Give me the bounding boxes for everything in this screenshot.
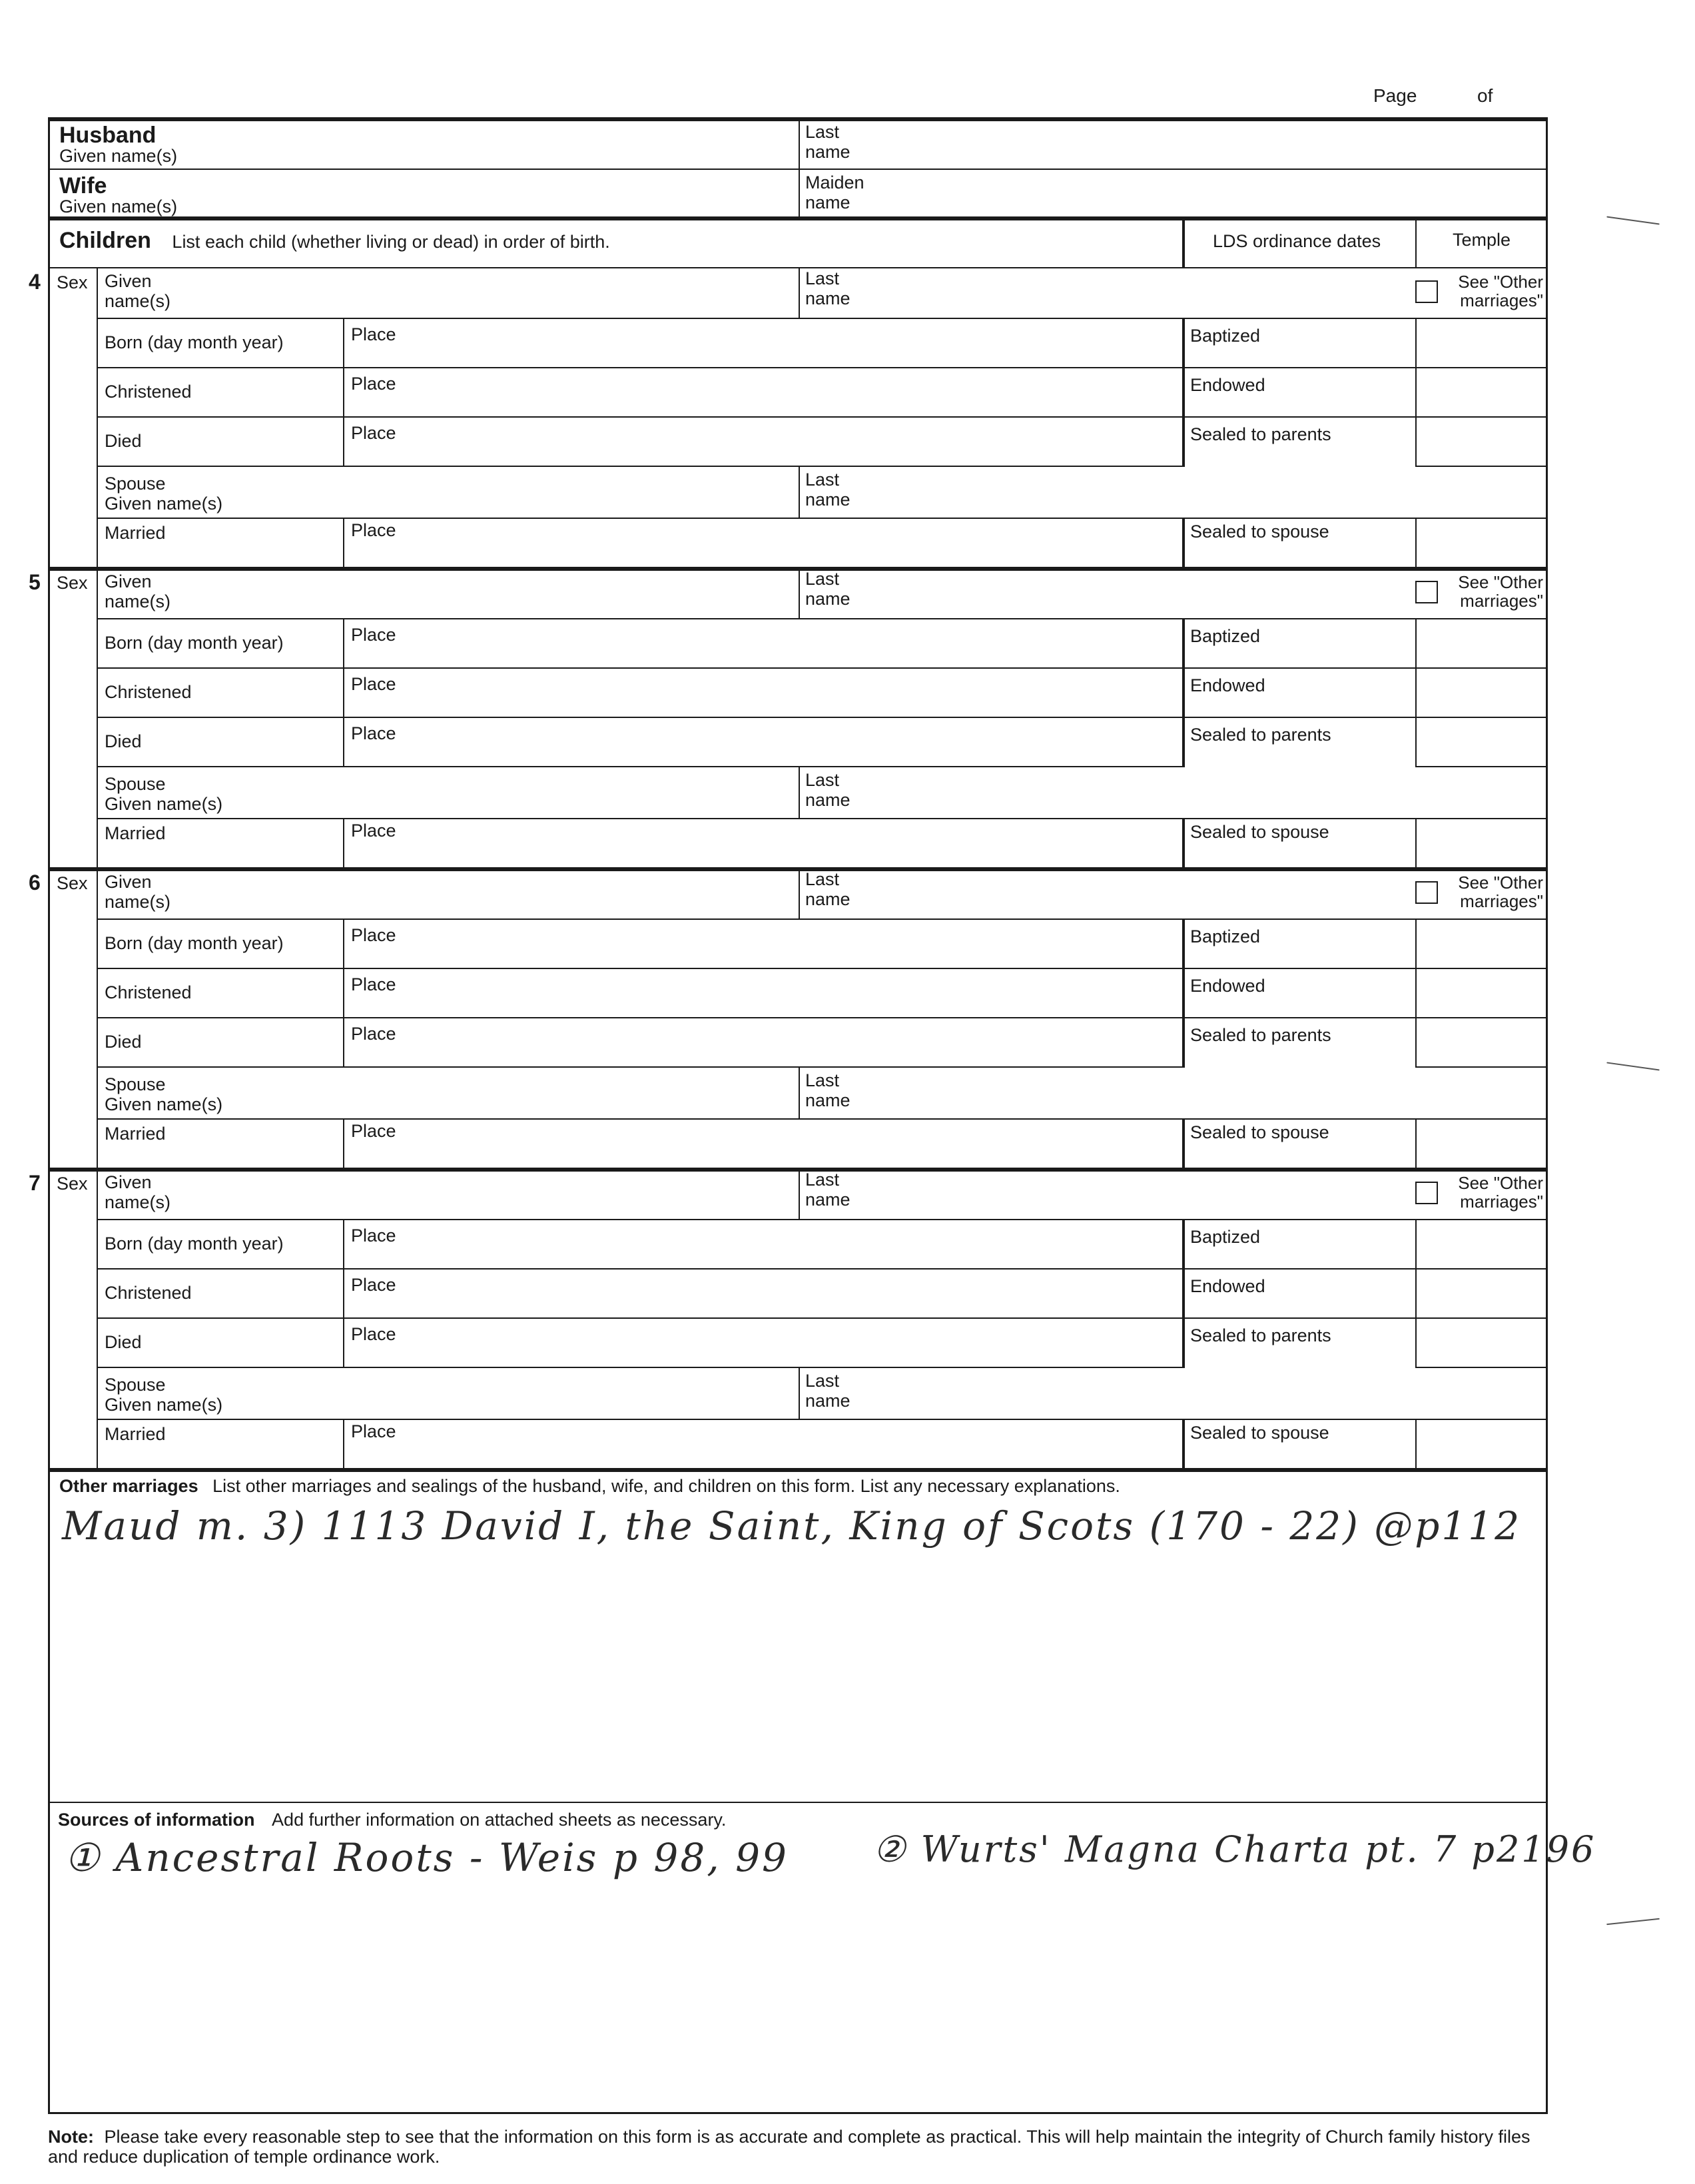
name-divider <box>799 569 800 618</box>
sex-column-divider <box>97 1170 98 1470</box>
row-divider <box>98 1219 1546 1220</box>
name-divider <box>799 869 800 918</box>
child-number: 4 <box>29 270 41 294</box>
sources-header <box>58 1810 726 1830</box>
row-divider <box>98 918 1546 920</box>
child-last-name-label[interactable]: Last name <box>805 1170 850 1210</box>
source-1-handwriting: ① Ancestral Roots - Weis p 98, 99 <box>65 1835 789 1880</box>
row-divider <box>98 1066 1185 1068</box>
source-2-handwriting: ② Wurts' Magna Charta pt. 7 p2196 <box>873 1828 1596 1870</box>
children-title: Children <box>59 228 151 253</box>
sources-title: Sources of information <box>58 1810 255 1830</box>
baptized-label[interactable]: Baptized <box>1190 626 1261 646</box>
married-place-label[interactable]: Place <box>351 821 396 841</box>
sex-label[interactable]: Sex <box>57 1174 88 1194</box>
place-divider <box>343 1219 344 1367</box>
row-divider <box>1415 1367 1546 1368</box>
other-marriages-checkbox[interactable] <box>1415 581 1438 603</box>
note-text: Please take every reasonable step to see that the information on this form is as accurate and complete as practical. This will help maintain the integrity of Church family history files and reduce duplication of temple ordinance work. <box>48 2127 1530 2167</box>
temple-divider <box>1415 1419 1417 1470</box>
wife-title: Wife <box>59 173 107 198</box>
sealed-to-spouse-label[interactable]: Sealed to spouse <box>1190 822 1329 842</box>
sex-label[interactable]: Sex <box>57 873 88 893</box>
lds-divider <box>1182 618 1185 766</box>
row-divider <box>98 618 1546 619</box>
temple-divider <box>1415 618 1417 766</box>
married-place-label[interactable]: Place <box>351 520 396 540</box>
place-divider <box>343 1118 344 1170</box>
margin-mark <box>1606 1918 1660 1925</box>
christened-place-label[interactable]: Place <box>351 674 396 694</box>
born-label[interactable]: Born (day month year) <box>105 633 284 653</box>
row-divider <box>98 667 1546 669</box>
husband-last-name-label[interactable]: Last name <box>805 122 850 162</box>
of-label: of <box>1477 85 1493 106</box>
died-label[interactable]: Died <box>105 731 142 751</box>
see-other-marriages-label: See "Other marriages" <box>1458 572 1543 611</box>
married-place-label[interactable]: Place <box>351 1121 396 1141</box>
spouse-last-name-label[interactable]: Last name <box>805 770 850 810</box>
christened-place-label[interactable]: Place <box>351 1275 396 1295</box>
lds-divider <box>1182 918 1185 1066</box>
sources-instruction: Add further information on attached sheets as necessary. <box>272 1810 727 1830</box>
died-label[interactable]: Died <box>105 431 142 451</box>
temple-header: Temple <box>1453 230 1511 250</box>
row-divider <box>98 466 1185 467</box>
endowed-label[interactable]: Endowed <box>1190 375 1265 395</box>
row-divider <box>98 1118 1546 1120</box>
baptized-label[interactable]: Baptized <box>1190 1227 1261 1247</box>
other-marriages-checkbox[interactable] <box>1415 280 1438 303</box>
see-other-marriages-label: See "Other marriages" <box>1458 272 1543 310</box>
baptized-label[interactable]: Baptized <box>1190 326 1261 346</box>
lds-divider <box>1182 318 1185 466</box>
child-given-names-label[interactable]: Given name(s) <box>105 571 171 611</box>
child-given-names-label[interactable]: Given name(s) <box>105 271 171 311</box>
child-block-bottom <box>50 1468 1546 1472</box>
row-divider <box>98 318 1546 319</box>
endowed-label[interactable]: Endowed <box>1190 976 1265 996</box>
margin-mark <box>1606 1062 1660 1070</box>
spouse-name-divider <box>799 1066 800 1118</box>
lds-column-divider <box>1182 219 1185 268</box>
sex-column-divider <box>97 869 98 1170</box>
died-place-label[interactable]: Place <box>351 1324 396 1344</box>
page-label: Page <box>1373 85 1417 106</box>
temple-column-divider <box>1415 219 1417 268</box>
sealed-parents-label[interactable]: Sealed to parents <box>1190 424 1331 444</box>
died-place-label[interactable]: Place <box>351 1024 396 1044</box>
endowed-label[interactable]: Endowed <box>1190 1276 1265 1296</box>
husband-wife-divider <box>50 169 1546 170</box>
other-marriages-checkbox[interactable] <box>1415 881 1438 904</box>
spouse-name-divider <box>799 766 800 818</box>
lds-ordinance-dates-header: LDS ordinance dates <box>1213 231 1381 251</box>
sealed-parents-label[interactable]: Sealed to parents <box>1190 1325 1331 1345</box>
children-instruction: List each child (whether living or dead) in order of birth. <box>172 232 610 252</box>
children-section-border <box>50 216 1546 220</box>
place-divider <box>343 818 344 869</box>
lds-divider <box>1182 1118 1185 1170</box>
lds-divider <box>1182 818 1185 869</box>
child-block <box>29 268 1546 569</box>
row-divider <box>98 717 1546 718</box>
temple-divider <box>1415 818 1417 869</box>
spouse-last-name-label[interactable]: Last name <box>805 1070 850 1110</box>
married-label[interactable]: Married <box>105 523 166 543</box>
sealed-to-spouse-label[interactable]: Sealed to spouse <box>1190 522 1329 542</box>
lds-divider <box>1182 1219 1185 1367</box>
sealed-to-spouse-label[interactable]: Sealed to spouse <box>1190 1423 1329 1443</box>
sex-column-divider <box>97 268 98 569</box>
note-label: Note: <box>48 2127 94 2147</box>
family-group-form <box>29 117 1596 2114</box>
child-given-names-label[interactable]: Given name(s) <box>105 1172 171 1212</box>
child-last-name-label[interactable]: Last name <box>805 268 850 308</box>
spouse-given-names-label[interactable]: Spouse Given name(s) <box>105 774 223 814</box>
other-marriages-title: Other marriages <box>59 1476 198 1496</box>
lds-divider <box>1182 1419 1185 1470</box>
christened-label[interactable]: Christened <box>105 682 192 702</box>
other-marriages-checkbox[interactable] <box>1415 1182 1438 1204</box>
christened-place-label[interactable]: Place <box>351 374 396 394</box>
endowed-label[interactable]: Endowed <box>1190 675 1265 695</box>
child-last-name-label[interactable]: Last name <box>805 869 850 909</box>
row-divider <box>98 416 1546 418</box>
born-label[interactable]: Born (day month year) <box>105 332 284 352</box>
temple-divider <box>1415 1118 1417 1170</box>
row-divider <box>1415 466 1546 467</box>
sex-label[interactable]: Sex <box>57 272 88 292</box>
see-other-marriages-label: See "Other marriages" <box>1458 873 1543 911</box>
row-divider <box>98 766 1185 767</box>
place-divider <box>343 518 344 569</box>
place-divider <box>343 918 344 1066</box>
sex-label[interactable]: Sex <box>57 573 88 593</box>
row-divider <box>98 1317 1546 1319</box>
row-divider <box>98 1419 1546 1420</box>
row-divider <box>1415 766 1546 767</box>
row-divider <box>98 518 1546 519</box>
spouse-name-divider <box>799 466 800 518</box>
row-divider <box>98 1268 1546 1270</box>
row-divider <box>98 818 1546 819</box>
christened-label[interactable]: Christened <box>105 382 192 402</box>
born-place-label[interactable]: Place <box>351 625 396 645</box>
spouse-given-names-label[interactable]: Spouse Given name(s) <box>105 474 223 514</box>
baptized-label[interactable]: Baptized <box>1190 926 1261 946</box>
children-header <box>59 228 610 252</box>
husband-title: Husband <box>59 123 157 148</box>
born-place-label[interactable]: Place <box>351 1226 396 1246</box>
wife-given-names-label[interactable]: Given name(s) <box>59 196 178 216</box>
married-label[interactable]: Married <box>105 1424 166 1444</box>
temple-divider <box>1415 918 1417 1066</box>
died-place-label[interactable]: Place <box>351 423 396 443</box>
spouse-last-name-label[interactable]: Last name <box>805 470 850 510</box>
other-marriages-header <box>59 1476 1120 1497</box>
christened-place-label[interactable]: Place <box>351 974 396 994</box>
place-divider <box>343 1419 344 1470</box>
died-place-label[interactable]: Place <box>351 723 396 743</box>
born-label[interactable]: Born (day month year) <box>105 1234 284 1254</box>
born-place-label[interactable]: Place <box>351 324 396 344</box>
name-divider <box>799 268 800 318</box>
row-divider <box>98 1017 1546 1018</box>
other-marriages-instruction: List other marriages and sealings of the husband, wife, and children on this form. List any necessary explanations. <box>212 1476 1120 1496</box>
child-last-name-label[interactable]: Last name <box>805 569 850 609</box>
temple-divider <box>1415 1219 1417 1367</box>
other-marriages-handwriting: Maud m. 3) 1113 David I, the Saint, King of Scots (170 - 22) @p112 <box>62 1503 1522 1549</box>
died-label[interactable]: Died <box>105 1332 142 1352</box>
christened-label[interactable]: Christened <box>105 1283 192 1303</box>
top-border <box>50 117 1546 121</box>
row-divider <box>98 1367 1185 1368</box>
child-number: 7 <box>29 1171 41 1195</box>
row-divider <box>98 367 1546 368</box>
spouse-last-name-label[interactable]: Last name <box>805 1371 850 1411</box>
sealed-to-spouse-label[interactable]: Sealed to spouse <box>1190 1122 1329 1142</box>
born-label[interactable]: Born (day month year) <box>105 933 284 953</box>
child-given-names-label[interactable]: Given name(s) <box>105 872 171 912</box>
spouse-given-names-label[interactable]: Spouse Given name(s) <box>105 1074 223 1114</box>
form-note <box>48 2127 1548 2167</box>
place-divider <box>343 318 344 466</box>
name-divider <box>799 1170 800 1219</box>
row-divider <box>98 968 1546 969</box>
sealed-parents-label[interactable]: Sealed to parents <box>1190 725 1331 745</box>
child-block <box>29 569 1546 869</box>
died-label[interactable]: Died <box>105 1032 142 1052</box>
sealed-parents-label[interactable]: Sealed to parents <box>1190 1025 1331 1045</box>
child-block <box>29 869 1546 1170</box>
temple-divider <box>1415 318 1417 466</box>
lds-divider <box>1182 518 1185 569</box>
margin-mark <box>1606 216 1660 224</box>
see-other-marriages-label: See "Other marriages" <box>1458 1173 1543 1212</box>
sex-column-divider <box>97 569 98 869</box>
spouse-given-names-label[interactable]: Spouse Given name(s) <box>105 1375 223 1415</box>
child-number: 6 <box>29 871 41 895</box>
husband-given-names-label[interactable]: Given name(s) <box>59 146 178 166</box>
child-number: 5 <box>29 570 41 594</box>
wife-maiden-name-label[interactable]: Maiden name <box>805 173 864 212</box>
row-divider <box>1415 1066 1546 1068</box>
sources-top-border <box>50 1802 1546 1803</box>
married-label[interactable]: Married <box>105 1124 166 1144</box>
married-label[interactable]: Married <box>105 823 166 843</box>
child-block <box>29 1170 1546 1470</box>
born-place-label[interactable]: Place <box>351 925 396 945</box>
married-place-label[interactable]: Place <box>351 1421 396 1441</box>
spouse-name-divider <box>799 1367 800 1419</box>
place-divider <box>343 618 344 766</box>
christened-label[interactable]: Christened <box>105 982 192 1002</box>
temple-divider <box>1415 518 1417 569</box>
